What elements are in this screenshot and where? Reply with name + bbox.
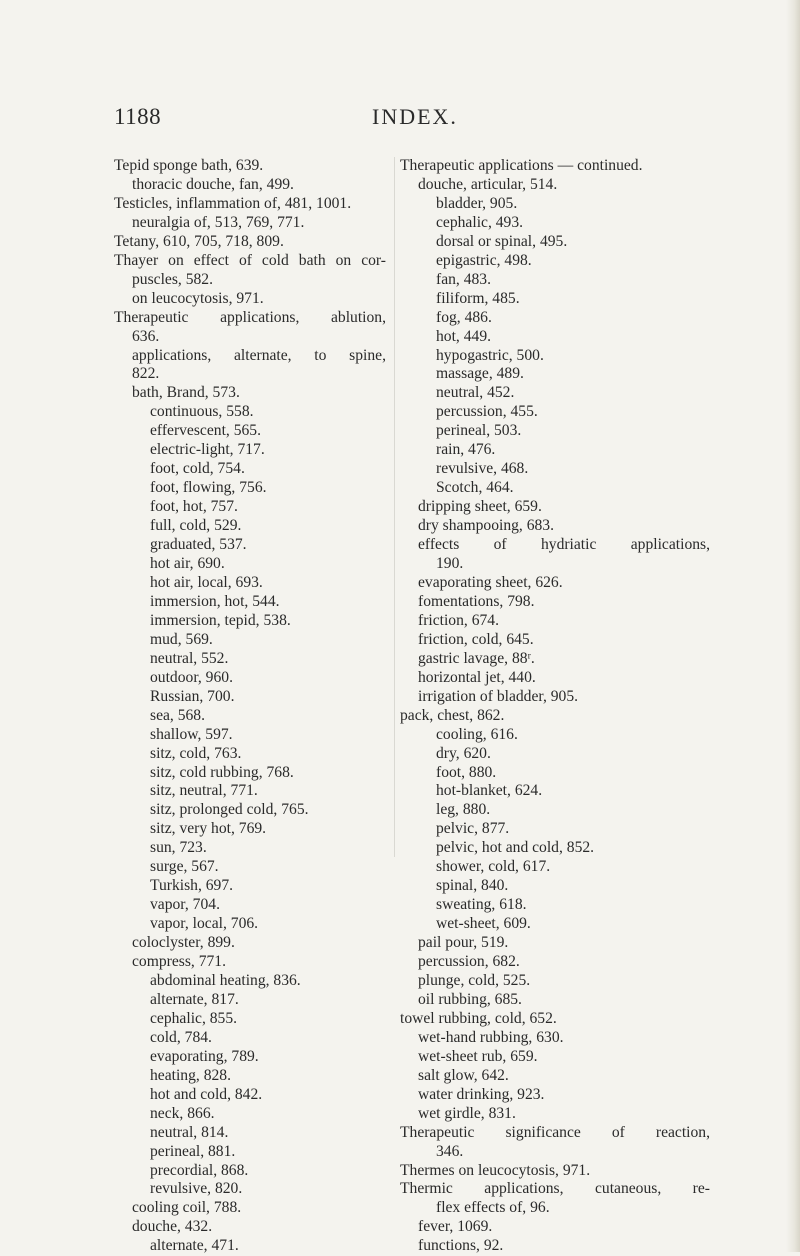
index-entry: horizontal jet, 440.: [418, 668, 536, 686]
index-entry: Therapeutic applications, ablution,: [114, 308, 386, 326]
index-entry: Testicles, inflammation of, 481, 1001.: [114, 194, 352, 212]
index-entry: epigastric, 498.: [436, 251, 532, 269]
index-entry: hot-blanket, 624.: [436, 782, 543, 800]
index-entry: water drinking, 923.: [418, 1085, 545, 1103]
index-entry: sitz, very hot, 769.: [150, 820, 267, 838]
index-entry: applications, alternate, to spine,: [132, 346, 386, 364]
index-entry: bladder, 905.: [436, 194, 518, 212]
index-entry: immersion, hot, 544.: [150, 592, 280, 610]
index-entry: douche, articular, 514.: [418, 175, 558, 193]
index-entry: surge, 567.: [150, 858, 219, 876]
index-column-right: [400, 157, 710, 1256]
index-entry: fan, 483.: [436, 270, 491, 288]
index-entry: Therapeutic applications — continued.: [400, 157, 643, 174]
index-entry: sweating, 618.: [436, 896, 527, 914]
index-entry: functions, 92.: [418, 1237, 504, 1255]
index-entry: Scotch, 464.: [436, 479, 514, 497]
index-entry: wet-sheet rub, 659.: [418, 1047, 538, 1065]
index-entry: revulsive, 820.: [150, 1180, 243, 1198]
index-entry: massage, 489.: [436, 365, 524, 383]
index-entry: spinal, 840.: [436, 877, 509, 895]
index-entry: precordial, 868.: [150, 1161, 249, 1179]
index-entry: pack, chest, 862.: [400, 706, 505, 724]
index-entry: Turkish, 697.: [150, 877, 234, 895]
index-entry: neutral, 452.: [436, 384, 515, 402]
index-entry: dripping sheet, 659.: [418, 498, 542, 516]
page-edge: [786, 0, 800, 1252]
index-entry: neutral, 552.: [150, 649, 229, 667]
index-entry: rain, 476.: [436, 441, 496, 459]
index-entry: perineal, 881.: [150, 1142, 236, 1160]
index-entry: sea, 568.: [150, 706, 205, 724]
index-entry: Tepid sponge bath, 639.: [114, 157, 264, 174]
index-entry: pelvic, hot and cold, 852.: [436, 839, 595, 857]
index-entry: cephalic, 493.: [436, 213, 524, 231]
index-entry: 822.: [132, 365, 160, 383]
index-entry: cold, 784.: [150, 1028, 212, 1046]
index-entry: wet-sheet, 609.: [436, 915, 531, 933]
index-entry: mud, 569.: [150, 630, 213, 648]
index-entry: full, cold, 529.: [150, 517, 242, 535]
index-entry: evaporating sheet, 626.: [418, 573, 563, 591]
index-entry: douche, 432.: [132, 1218, 213, 1236]
index-entry: Russian, 700.: [150, 687, 235, 705]
index-entry: 190.: [436, 555, 464, 573]
index-entry: sun, 723.: [150, 839, 207, 857]
index-entry: shallow, 597.: [150, 725, 233, 743]
index-entry: vapor, local, 706.: [150, 915, 259, 933]
index-entry: fomentations, 798.: [418, 592, 535, 610]
index-entry: hot, 449.: [436, 327, 492, 345]
index-entry: perineal, 503.: [436, 422, 522, 440]
index-entry: revulsive, 468.: [436, 460, 529, 478]
index-entry: fog, 486.: [436, 308, 492, 326]
index-entry: vapor, 704.: [150, 896, 220, 914]
index-entry: foot, hot, 757.: [150, 498, 238, 516]
index-entry: pelvic, 877.: [436, 820, 510, 838]
index-entry: neuralgia of, 513, 769, 771.: [132, 213, 305, 231]
index-entry: neck, 866.: [150, 1104, 215, 1122]
column-divider: [394, 157, 395, 857]
index-entry: percussion, 455.: [436, 403, 538, 421]
index-entry: salt glow, 642.: [418, 1066, 509, 1084]
index-entry: 346.: [436, 1142, 464, 1160]
index-entry: wet girdle, 831.: [418, 1104, 516, 1122]
index-entry: effervescent, 565.: [150, 422, 261, 440]
index-entry: oil rubbing, 685.: [418, 990, 522, 1008]
index-entry: evaporating, 789.: [150, 1047, 259, 1065]
index-entry: irrigation of bladder, 905.: [418, 687, 579, 705]
index-entry: hot air, 690.: [150, 555, 225, 573]
index-entry: shower, cold, 617.: [436, 858, 551, 876]
index-entry: hot and cold, 842.: [150, 1085, 263, 1103]
index-entry: cooling coil, 788.: [132, 1199, 242, 1217]
index-entry: 636.: [132, 327, 160, 345]
index-entry: fever, 1069.: [418, 1218, 493, 1236]
index-entry: neutral, 814.: [150, 1123, 229, 1141]
index-entry: sitz, cold, 763.: [150, 744, 242, 762]
index-entry: alternate, 817.: [150, 990, 239, 1008]
index-entry: Thermic applications, cutaneous, re-: [400, 1180, 710, 1198]
index-entry: alternate, 471.: [150, 1237, 239, 1255]
index-entry: wet-hand rubbing, 630.: [418, 1028, 564, 1046]
index-entry: sitz, neutral, 771.: [150, 782, 258, 800]
index-entry: dry, 620.: [436, 744, 491, 762]
index-entry: Thermes on leucocytosis, 971.: [400, 1161, 591, 1179]
index-entry: thoracic douche, fan, 499.: [132, 175, 294, 193]
index-entry: Thayer on effect of cold bath on cor-: [114, 251, 386, 269]
index-entry: electric-light, 717.: [150, 441, 265, 459]
index-entry: sitz, cold rubbing, 768.: [150, 763, 294, 781]
index-entry: outdoor, 960.: [150, 668, 233, 686]
index-entry: graduated, 537.: [150, 536, 247, 554]
index-entry: bath, Brand, 573.: [132, 384, 240, 402]
index-entry: effects of hydriatic applications,: [418, 536, 710, 554]
running-head: INDEX.: [372, 104, 458, 129]
index-entry: filiform, 485.: [436, 289, 520, 307]
index-entry: Therapeutic significance of reaction,: [400, 1123, 710, 1141]
index-entry: Tetany, 610, 705, 718, 809.: [114, 232, 284, 250]
index-entry: foot, flowing, 756.: [150, 479, 267, 497]
index-entry: leg, 880.: [436, 801, 491, 819]
index-entry: coloclyster, 899.: [132, 934, 235, 952]
index-entry: continuous, 558.: [150, 403, 254, 421]
index-entry: dorsal or spinal, 495.: [436, 232, 568, 250]
index-entry: abdominal heating, 836.: [150, 971, 301, 989]
page-number: 1188: [114, 104, 162, 129]
index-entry: cooling, 616.: [436, 725, 518, 743]
index-entry: sitz, prolonged cold, 765.: [150, 801, 309, 819]
index-entry: hypogastric, 500.: [436, 346, 544, 364]
index-entry: foot, 880.: [436, 763, 497, 781]
index-entry: foot, cold, 754.: [150, 460, 245, 478]
index-entry: towel rubbing, cold, 652.: [400, 1009, 557, 1027]
index-entry: gastric lavage, 88ʳ.: [418, 649, 535, 667]
index-entry: on leucocytosis, 971.: [132, 289, 264, 307]
index-entry: hot air, local, 693.: [150, 573, 263, 591]
index-entry: plunge, cold, 525.: [418, 971, 531, 989]
index-entry: puscles, 582.: [132, 270, 213, 288]
index-entry: pail pour, 519.: [418, 934, 509, 952]
index-entry: cephalic, 855.: [150, 1009, 238, 1027]
index-entry: immersion, tepid, 538.: [150, 611, 291, 629]
index-entry: percussion, 682.: [418, 953, 520, 971]
index-entry: flex effects of, 96.: [436, 1199, 550, 1217]
index-column-left: [114, 157, 386, 1256]
page-header: [0, 104, 800, 134]
index-entry: heating, 828.: [150, 1066, 231, 1084]
index-entry: dry shampooing, 683.: [418, 517, 555, 535]
index-entry: compress, 771.: [132, 953, 226, 971]
index-entry: friction, 674.: [418, 611, 499, 629]
index-entry: friction, cold, 645.: [418, 630, 534, 648]
